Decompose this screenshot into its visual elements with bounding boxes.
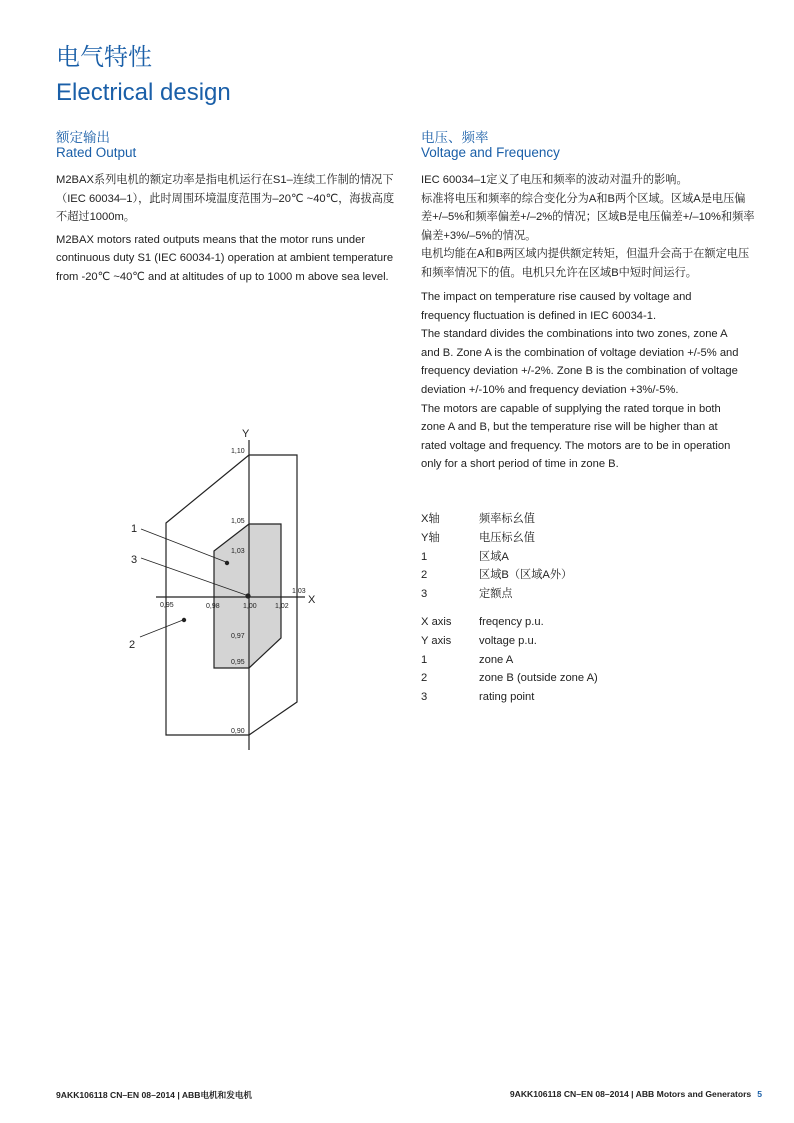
legend-value: 区域A	[479, 550, 509, 563]
legend-key: X axis	[421, 616, 452, 628]
callout-2-label: 2	[129, 639, 136, 651]
page-title-cn: 电气特性	[56, 44, 152, 71]
voltage-frequency-heading-cn: 电压、频率	[421, 130, 489, 145]
x-tick-label: 1,03	[292, 588, 306, 595]
legend-value: 定额点	[479, 588, 513, 601]
y-axis-label: Y	[242, 428, 250, 440]
page-number: 5	[757, 1089, 762, 1099]
rated-output-body-cn: M2BAX系列电机的额定功率是指电机运行在S1–连续工作制的情况下（IEC 60034–1），此时周围环境温度范围为–20℃ ~40℃，海拔高度不超过1000m。	[56, 174, 395, 223]
x-tick-label: 1,02	[275, 603, 289, 610]
voltage-frequency-heading-en: Voltage and Frequency	[421, 145, 560, 160]
y-tick-label: 0,97	[231, 633, 245, 640]
legend-key: X轴	[421, 513, 440, 525]
legend-key: 3	[421, 691, 428, 704]
callout-1-leader	[141, 529, 226, 562]
vf-body-en-1: The impact on temperature rise caused by voltage and frequency fluctuation is defined in IEC 60034-1.	[421, 291, 692, 322]
callout-3-label: 3	[131, 554, 138, 566]
legend-key: 2	[421, 672, 428, 685]
vf-body-en-3: The motors are capable of supplying the rated torque in both zone A and B, but the temperature rise will be higher than at rated voltage and frequency. The motors are to be in operation only for a short period of time in zone B.	[421, 402, 731, 471]
legend-key: 3	[421, 588, 428, 601]
vf-body-en-2: The standard divides the combinations into two zones, zone A and B. Zone A is the combination of voltage deviation +/-5% and frequency deviation +/-2%. Zone B is the combination of voltage deviation +/-10% and frequency deviation +3%/-5%.	[421, 328, 739, 396]
legend-value: zone B (outside zone A)	[479, 672, 598, 685]
vf-body-cn-2: 标准将电压和频率的综合变化分为A和B两个区域。区域A是电压偏差+/–5%和频率偏差+/–2%的情况；区域B是电压偏差+/–10%和频率偏差+3%/–5%的情况。	[421, 192, 755, 242]
y-tick-label: 0,95	[231, 659, 245, 666]
callout-1-label: 1	[131, 523, 138, 535]
vf-body-cn-3: 电机均能在A和B两区域内提供额定转矩，但温升会高于在额定电压和频率情况下的值。电机只允许在区域B中短时间运行。	[421, 248, 750, 279]
rating-point-marker	[245, 593, 250, 598]
legend-value: freqency p.u.	[479, 616, 544, 628]
footer-right-text: 9AKK106118 CN–EN 08–2014 | ABB Motors and Generators	[509, 1089, 752, 1099]
x-axis-label: X	[308, 594, 316, 606]
y-tick-label: 1,10	[231, 448, 245, 455]
legend-value: 电压标幺值	[479, 531, 535, 544]
legend-value: 频率标幺值	[479, 513, 535, 525]
legend-value: zone A	[479, 653, 514, 666]
callout-2-leader	[140, 620, 183, 637]
rated-output-heading-en: Rated Output	[56, 145, 137, 160]
y-tick-label: 0,90	[231, 728, 245, 735]
x-tick-label: 1,00	[243, 603, 257, 610]
legend-value: rating point	[479, 691, 535, 704]
x-tick-label: 0,98	[206, 603, 220, 610]
legend-key: Y axis	[421, 634, 452, 647]
footer-left: 9AKK106118 CN–EN 08–2014 | ABB电机和发电机	[56, 1090, 253, 1100]
legend-value: 区域B（区域A外）	[479, 569, 573, 582]
footer-right	[510, 1089, 762, 1099]
rated-output-heading-cn: 额定输出	[56, 130, 110, 145]
page-title-en: Electrical design	[56, 79, 231, 106]
legend-key: Y轴	[421, 531, 440, 544]
x-tick-label: 0,95	[160, 602, 174, 609]
legend-key: 1	[421, 653, 428, 666]
legend-key: 1	[421, 550, 428, 563]
vf-body-cn-1: IEC 60034–1定义了电压和频率的波动对温升的影响。	[421, 174, 688, 186]
legend-key: 2	[421, 569, 428, 582]
legend-value: voltage p.u.	[479, 634, 537, 647]
y-tick-label: 1,03	[231, 548, 245, 555]
y-tick-label: 1,05	[231, 518, 245, 525]
rated-output-body-en: M2BAX motors rated outputs means that the motor runs under continuous duty S1 (IEC 60034-1) operation at ambient temperature from -20℃ ~40℃ and at altitudes of up to 1000 m above sea level.	[56, 233, 394, 283]
